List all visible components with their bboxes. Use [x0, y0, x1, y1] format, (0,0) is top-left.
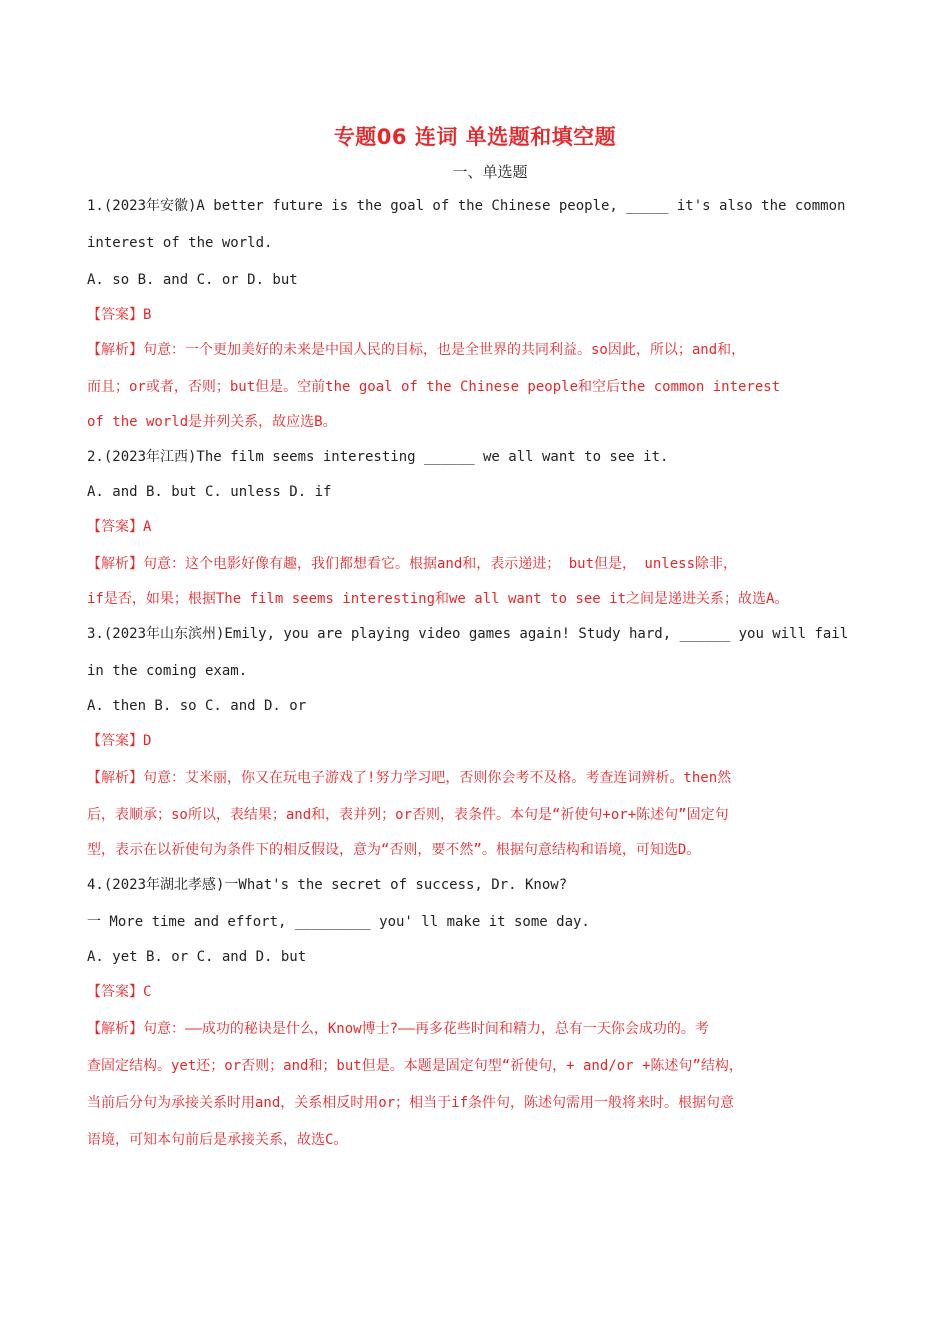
analysis-line: 【解析】句意：艾米丽，你又在玩电子游戏了!努力学习吧，否则你会考不及格。考查连词辨析。then然: [87, 770, 732, 786]
answer-line: 【答案】B: [87, 307, 152, 323]
question-stem: 3.(2023年山东滨州)Emily, you are playing video games again! Study hard, ______ you will fail: [87, 626, 849, 642]
analysis-line: 而且；or或者，否则；but但是。空前the goal of the Chinese people和空后the common interest: [87, 379, 781, 395]
question-options: A. so B. and C. or D. but: [87, 272, 298, 288]
analysis-line: 后，表顺承；so所以，表结果；and和，表并列；or否则，表条件。本句是“祈使句+or+陈述句”固定句: [87, 807, 729, 823]
analysis-line: 【解析】句意：——成功的秘诀是什么，Know博士?——再多花些时间和精力，总有一天你会成功的。考: [87, 1021, 709, 1037]
question-options: A. and B. but C. unless D. if: [87, 484, 332, 500]
answer-line: 【答案】D: [87, 733, 152, 749]
question-3: [87, 616, 867, 867]
analysis-line: 查固定结构。yet还；or否则；and和；but但是。本题是固定句型“祈使句，+ and/or +陈述句”结构，: [87, 1058, 743, 1074]
answer-line: 【答案】C: [87, 984, 152, 1000]
question-4: [87, 867, 867, 1159]
answer-line: 【答案】A: [87, 519, 152, 535]
question-stem: 4.(2023年湖北孝感)一What's the secret of success, Dr. Know?: [87, 877, 568, 893]
section-heading: 一、单选题: [452, 163, 528, 181]
analysis-line: of the world是并列关系，故应选B。: [87, 414, 337, 430]
question-list: [87, 188, 867, 1159]
question-options: A. yet B. or C. and D. but: [87, 949, 307, 965]
analysis-line: 【解析】句意：一个更加美好的未来是中国人民的目标，也是全世界的共同利益。so因此，所以；and和，: [87, 342, 746, 358]
analysis-line: if是否，如果；根据The film seems interesting和we all want to see it之间是递进关系；故选A。: [87, 591, 789, 607]
question-stem: 一 More time and effort, _________ you' ll make it some day.: [87, 914, 590, 930]
question-options: A. then B. so C. and D. or: [87, 698, 307, 714]
analysis-line: 当前后分句为承接关系时用and，关系相反时用or；相当于if条件句，陈述句需用一般将来时。根据句意: [87, 1095, 734, 1111]
question-stem: in the coming exam.: [87, 663, 248, 679]
question-2: [87, 439, 867, 616]
question-stem: interest of the world.: [87, 235, 273, 251]
question-stem: 1.(2023年安徽)A better future is the goal of the Chinese people, _____ it's also the common: [87, 198, 846, 214]
analysis-line: 语境，可知本句前后是承接关系，故选C。: [87, 1132, 348, 1148]
analysis-line: 型，表示在以祈使句为条件下的相反假设，意为“否则，要不然”。根据句意结构和语境，可知选D。: [87, 842, 701, 858]
page-title: 专题06 连词 单选题和填空题: [333, 125, 617, 149]
analysis-line: 【解析】句意：这个电影好像有趣，我们都想看它。根据and和，表示递进； but但是， unless除非，: [87, 556, 737, 572]
question-stem: 2.(2023年江西)The film seems interesting ______ we all want to see it.: [87, 449, 669, 465]
question-1: [87, 188, 867, 439]
